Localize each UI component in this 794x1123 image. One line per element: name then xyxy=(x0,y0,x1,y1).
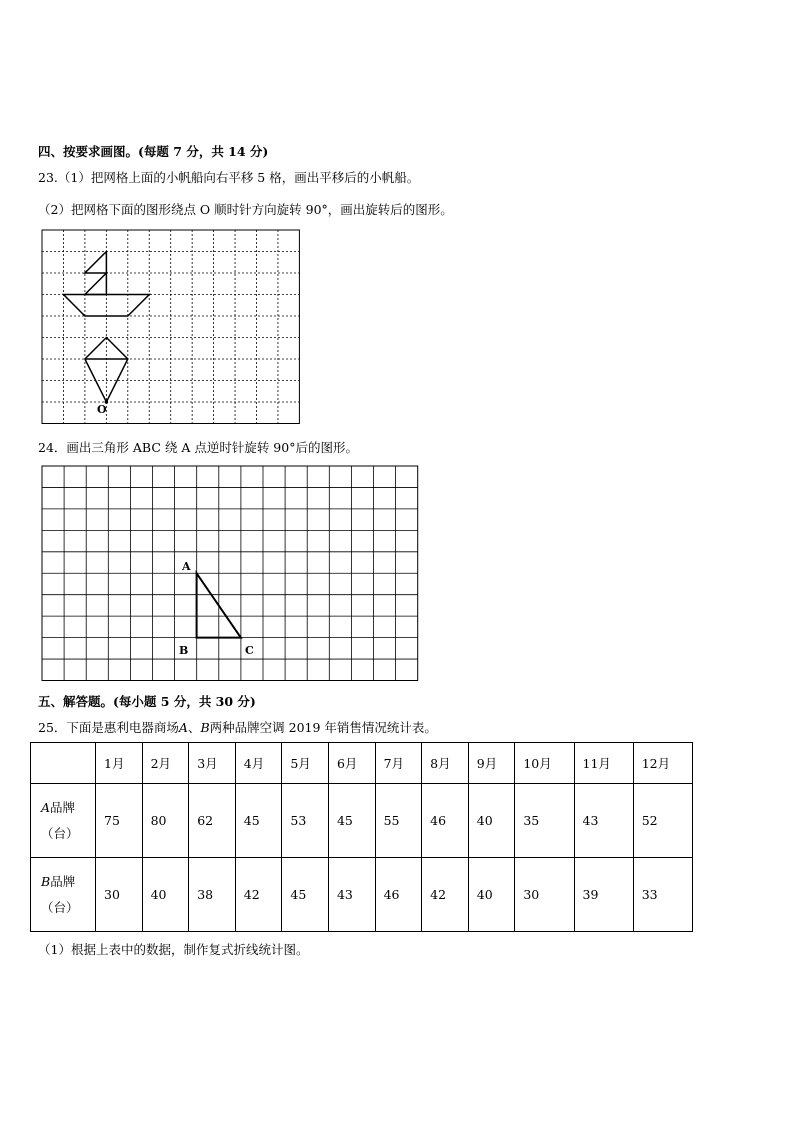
brand-a-value-cell: 80 xyxy=(142,784,189,858)
brand-a-value-cell: 40 xyxy=(468,784,515,858)
month-header-cell: 2月 xyxy=(142,743,189,784)
month-header-cell: 9月 xyxy=(468,743,515,784)
brand-a-value-cell: 45 xyxy=(235,784,282,858)
question-25-sub-1: （1）根据上表中的数据，制作复式折线统计图。 xyxy=(38,942,309,957)
brand-b-letter: B xyxy=(200,720,210,735)
vertex-b-label: B xyxy=(179,644,189,657)
brand-b-value-cell: 42 xyxy=(235,858,282,932)
month-header-cell: 10月 xyxy=(515,743,574,784)
brand-a-header-cell xyxy=(31,784,96,858)
q24-grid-figure xyxy=(42,466,422,684)
section-5-title: 五、解答题。(每小题 5 分，共 30 分) xyxy=(38,694,256,709)
brand-b-value-cell: 46 xyxy=(375,858,422,932)
table-header-row xyxy=(31,743,693,784)
brand-a-value-cell: 75 xyxy=(96,784,143,858)
vertex-c-label: C xyxy=(245,644,254,657)
brand-b-value-cell: 42 xyxy=(422,858,469,932)
q23-grid-figure xyxy=(42,230,302,426)
brand-b-letter: B xyxy=(41,873,51,889)
question-24: 24．画出三角形 ABC 绕 A 点逆时针旋转 90°后的图形。 xyxy=(38,440,358,455)
brand-b-value-cell: 33 xyxy=(633,858,692,932)
month-header-cell: 1月 xyxy=(96,743,143,784)
brand-b-value-cell: 30 xyxy=(515,858,574,932)
table-row-brand-b xyxy=(31,858,693,932)
solid-grid xyxy=(42,466,418,681)
brand-b-value-cell: 45 xyxy=(282,858,329,932)
question-23-part-1: 23.（1）把网格上面的小帆船向右平移 5 格，画出平移后的小帆船。 xyxy=(38,170,420,185)
brand-a-value-cell: 45 xyxy=(328,784,375,858)
sailboat-sail xyxy=(85,252,107,295)
brand-b-value-cell: 30 xyxy=(96,858,143,932)
brand-a-letter: A xyxy=(41,799,51,815)
brand-b-name: 品牌 xyxy=(50,873,76,889)
question-25-separator: 、 xyxy=(187,720,201,735)
sales-table xyxy=(30,742,693,932)
brand-a-value-cell: 43 xyxy=(574,784,633,858)
question-25-prefix: 25．下面是惠利电器商场 xyxy=(38,720,179,735)
month-header-cell: 4月 xyxy=(235,743,282,784)
brand-a-value-cell: 55 xyxy=(375,784,422,858)
brand-a-value-cell: 46 xyxy=(422,784,469,858)
question-23-part-2: （2）把网格下面的图形绕点 O 顺时针方向旋转 90°，画出旋转后的图形。 xyxy=(38,202,453,217)
question-25 xyxy=(38,718,437,736)
month-header-cell: 3月 xyxy=(189,743,236,784)
brand-a-name: 品牌 xyxy=(50,799,76,815)
table-corner-cell xyxy=(31,743,96,784)
brand-a-value-cell: 53 xyxy=(282,784,329,858)
brand-a-unit: （台） xyxy=(41,825,79,841)
brand-b-value-cell: 40 xyxy=(142,858,189,932)
brand-a-letter: A xyxy=(178,720,188,735)
brand-b-unit: （台） xyxy=(41,899,79,915)
brand-b-value-cell: 40 xyxy=(468,858,515,932)
brand-a-value-cell: 52 xyxy=(633,784,692,858)
section-4-title: 四、按要求画图。(每题 7 分，共 14 分) xyxy=(38,144,269,159)
month-header-cell: 8月 xyxy=(422,743,469,784)
brand-b-value-cell: 38 xyxy=(189,858,236,932)
brand-a-value-cell: 62 xyxy=(189,784,236,858)
sailboat-hull xyxy=(64,295,150,317)
month-header-cell: 7月 xyxy=(375,743,422,784)
month-header-cell: 6月 xyxy=(328,743,375,784)
dashed-grid xyxy=(42,230,299,424)
brand-a-value-cell: 35 xyxy=(515,784,574,858)
table-row-brand-a xyxy=(31,784,693,858)
brand-b-value-cell: 43 xyxy=(328,858,375,932)
brand-b-value-cell: 39 xyxy=(574,858,633,932)
brand-b-header-cell xyxy=(31,858,96,932)
month-header-cell: 11月 xyxy=(574,743,633,784)
point-o-label: O xyxy=(97,403,107,416)
month-header-cell: 12月 xyxy=(633,743,692,784)
question-25-suffix: 两种品牌空调 2019 年销售情况统计表。 xyxy=(209,720,437,735)
vertex-a-label: A xyxy=(182,560,191,573)
month-header-cell: 5月 xyxy=(282,743,329,784)
